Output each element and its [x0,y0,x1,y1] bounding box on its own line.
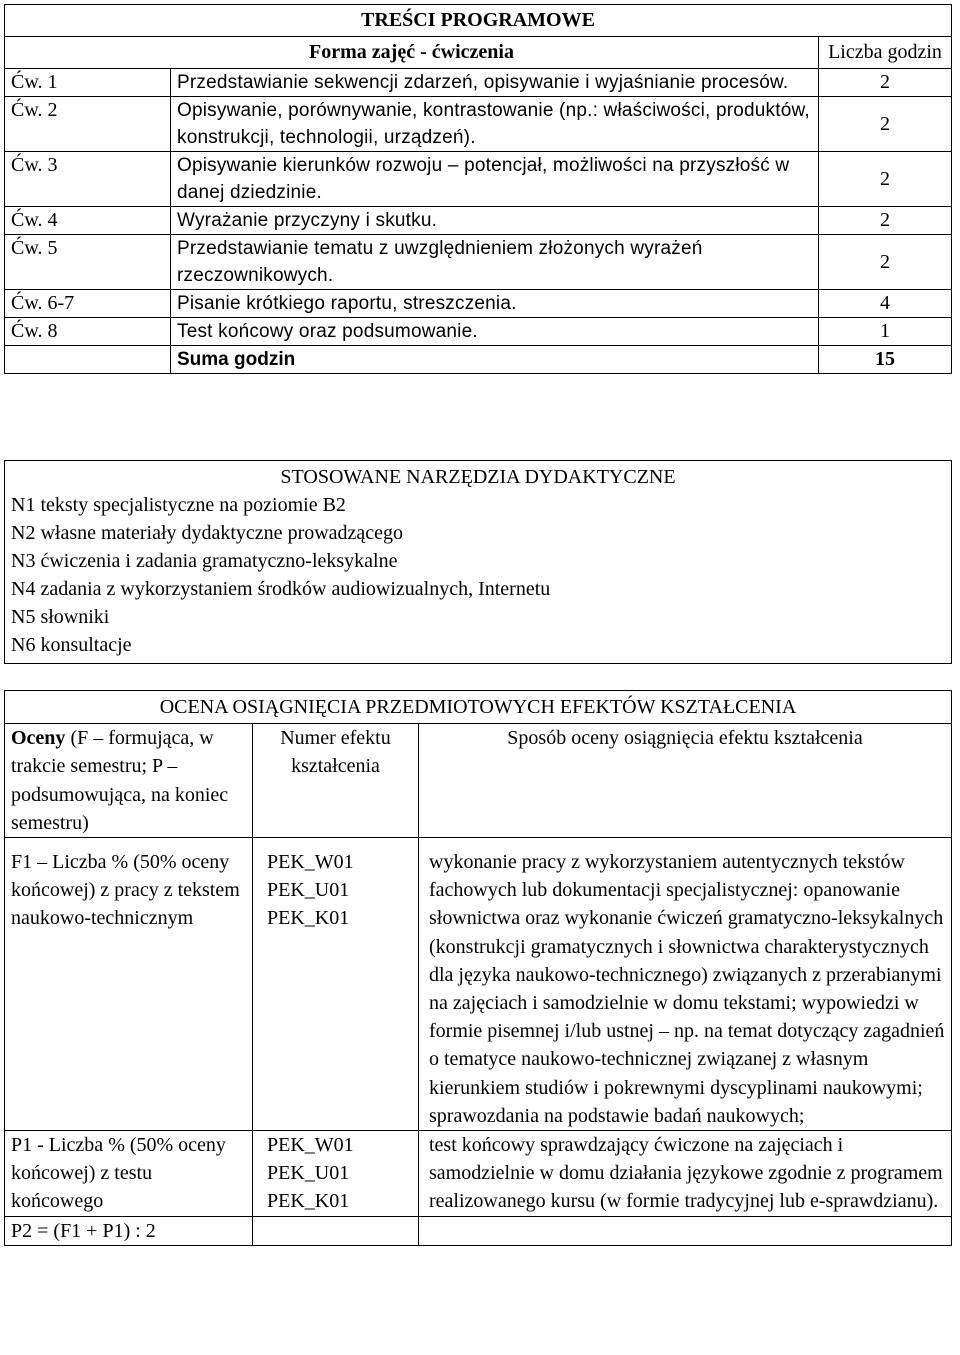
program-content-table [4,4,952,374]
table-row [5,1131,952,1217]
grade-cell: P1 - Liczba % (50% oceny końcowej) z testu końcowego [5,1131,253,1217]
list-item: N3 ćwiczenia i zadania gramatyczno-leksykalne [11,550,398,572]
list-item: N2 własne materiały dydaktyczne prowadzącego [11,522,404,544]
list-item: N5 słowniki [11,606,110,628]
exercise-topic: Opisywanie kierunków rozwoju – potencjał, możliwości na przyszłość w danej dziedzinie. [171,152,819,207]
method-header: Sposób oceny osiągnięcia efektu kształcenia [419,724,952,838]
exercise-id: Ćw. 1 [5,69,171,97]
tools-title: STOSOWANE NARZĘDZIA DYDAKTYCZNE [280,466,676,488]
program-title: TREŚCI PROGRAMOWE [5,5,952,37]
effect-code: PEK_U01 [267,1162,350,1185]
effect-code: PEK_K01 [267,1190,350,1213]
exercise-id: Ćw. 5 [5,235,171,290]
sum-row [5,346,952,374]
exercise-id: Ćw. 4 [5,207,171,235]
effect-number-header: Numer efektu kształcenia [253,724,419,838]
table-row [5,152,952,207]
grades-header-bold: Oceny [11,727,66,750]
effect-code: PEK_W01 [267,851,354,874]
teaching-tools-table [4,460,952,664]
assessment-title: OCENA OSIĄGNIĘCIA PRZEDMIOTOWYCH EFEKTÓW KSZTAŁCENIA [5,691,952,724]
exercise-topic: Wyrażanie przyczyny i skutku. [171,207,819,235]
exercise-hours: 2 [819,69,952,97]
effect-code: PEK_U01 [267,879,350,902]
exercise-topic: Pisanie krótkiego raportu, streszczenia. [171,290,819,318]
exercise-hours: 4 [819,290,952,318]
exercise-topic: Test końcowy oraz podsumowanie. [171,318,819,346]
grade-cell: F1 – Liczba % (50% oceny końcowej) z pracy z tekstem naukowo-technicznym [5,838,253,1131]
method-cell: wykonanie pracy z wykorzystaniem autentycznych tekstów fachowych lub dokumentacji specjalistycznej: opanowanie słownictwa oraz wykonanie ćwiczeń gramatyczno-leksykalnych (konstrukcji gramatycznych i słownictwa charakterystycznych dla języka naukowo-technicznego) związanych z przerabianymi na zajęciach i samodzielnie w domu tekstami; wypowiedzi w formie pisemnej i/lub ustnej – np. na temat dotyczący zagadnień o tematyce naukowo-technicznej związanej z własnym kierunkiem studiów i pokrewnymi dyscyplinami naukowymi; sprawozdania na podstawie badań naukowych; [419,838,952,1131]
list-item: N4 zadania z wykorzystaniem środków audiowizualnych, Internetu [11,578,551,600]
table-row [5,318,952,346]
exercise-topic: Przedstawianie tematu z uwzględnieniem złożonych wyrażeń rzeczownikowych. [171,235,819,290]
table-row [5,290,952,318]
exercise-hours: 2 [819,207,952,235]
exercise-hours: 2 [819,152,952,207]
exercise-hours: 2 [819,235,952,290]
list-item: N1 teksty specjalistyczne na poziomie B2 [11,494,346,516]
effects-cell [253,838,419,1131]
effects-cell [253,1131,419,1217]
table-row [5,97,952,152]
effect-code: PEK_W01 [267,1134,354,1157]
exercise-id: Ćw. 8 [5,318,171,346]
method-cell: test końcowy sprawdzający ćwiczone na zajęciach i samodzielnie w domu działania językowe zgodnie z programem realizowanego kursu (w formie tradycyjnej lub e-sprawdzianu). [419,1131,952,1217]
table-row [5,69,952,97]
exercise-id: Ćw. 2 [5,97,171,152]
sum-label: Suma godzin [171,346,819,374]
exercise-id: Ćw. 3 [5,152,171,207]
exercise-hours: 1 [819,318,952,346]
exercise-topic: Przedstawianie sekwencji zdarzeń, opisywanie i wyjaśnianie procesów. [171,69,819,97]
final-formula: P2 = (F1 + P1) : 2 [5,1216,253,1245]
assessment-table [4,690,952,1246]
grades-header [5,724,253,838]
form-header: Forma zajęć - ćwiczenia [5,37,819,69]
grades-header-rest: (F – formująca, w trakcie semestru; P – podsumowująca, na koniec semestru) [11,727,229,834]
table-row [5,207,952,235]
table-row [5,838,952,1131]
exercise-topic: Opisywanie, porównywanie, kontrastowanie (np.: właściwości, produktów, konstrukcji, technologii, urządzeń). [171,97,819,152]
table-row [5,235,952,290]
teaching-tools-cell [5,461,952,664]
exercise-hours: 2 [819,97,952,152]
sum-value: 15 [819,346,952,374]
hours-header: Liczba godzin [819,37,952,69]
exercise-id: Ćw. 6-7 [5,290,171,318]
effect-code: PEK_K01 [267,907,350,930]
list-item: N6 konsultacje [11,634,132,656]
